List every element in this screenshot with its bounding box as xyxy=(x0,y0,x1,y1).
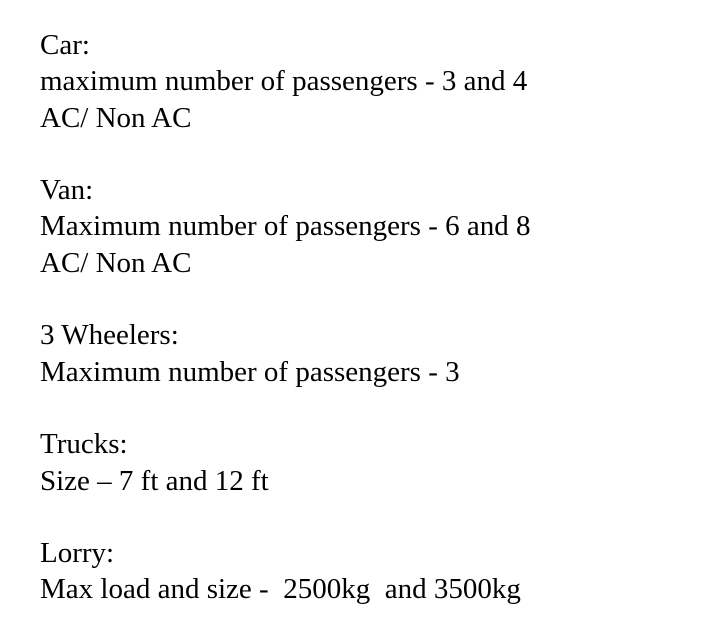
detail-line: Size – 7 ft and 12 ft xyxy=(40,464,269,497)
section-trucks xyxy=(40,426,710,499)
section-heading: Van: xyxy=(40,174,94,207)
blank-line xyxy=(40,390,710,426)
section-lorry xyxy=(40,535,710,608)
detail-line: AC/ Non AC xyxy=(40,101,192,134)
detail-line: Max load and size - 2500kg and 3500kg xyxy=(40,573,521,606)
detail-line: Maximum number of passengers - 3 xyxy=(40,355,460,388)
vehicle-info-document xyxy=(40,27,710,608)
detail-line: AC/ Non AC xyxy=(40,246,192,279)
blank-line xyxy=(40,281,710,317)
section-heading: Lorry: xyxy=(40,537,115,570)
section-3-wheelers xyxy=(40,317,710,390)
detail-line: Maximum number of passengers - 6 and 8 xyxy=(40,210,531,243)
section-heading: 3 Wheelers: xyxy=(40,319,179,352)
section-van xyxy=(40,172,710,281)
detail-line: maximum number of passengers - 3 and 4 xyxy=(40,65,528,98)
section-heading: Trucks: xyxy=(40,428,128,461)
section-heading: Car: xyxy=(40,29,90,61)
blank-line xyxy=(40,136,710,172)
blank-line xyxy=(40,499,710,535)
section-car xyxy=(40,27,710,136)
